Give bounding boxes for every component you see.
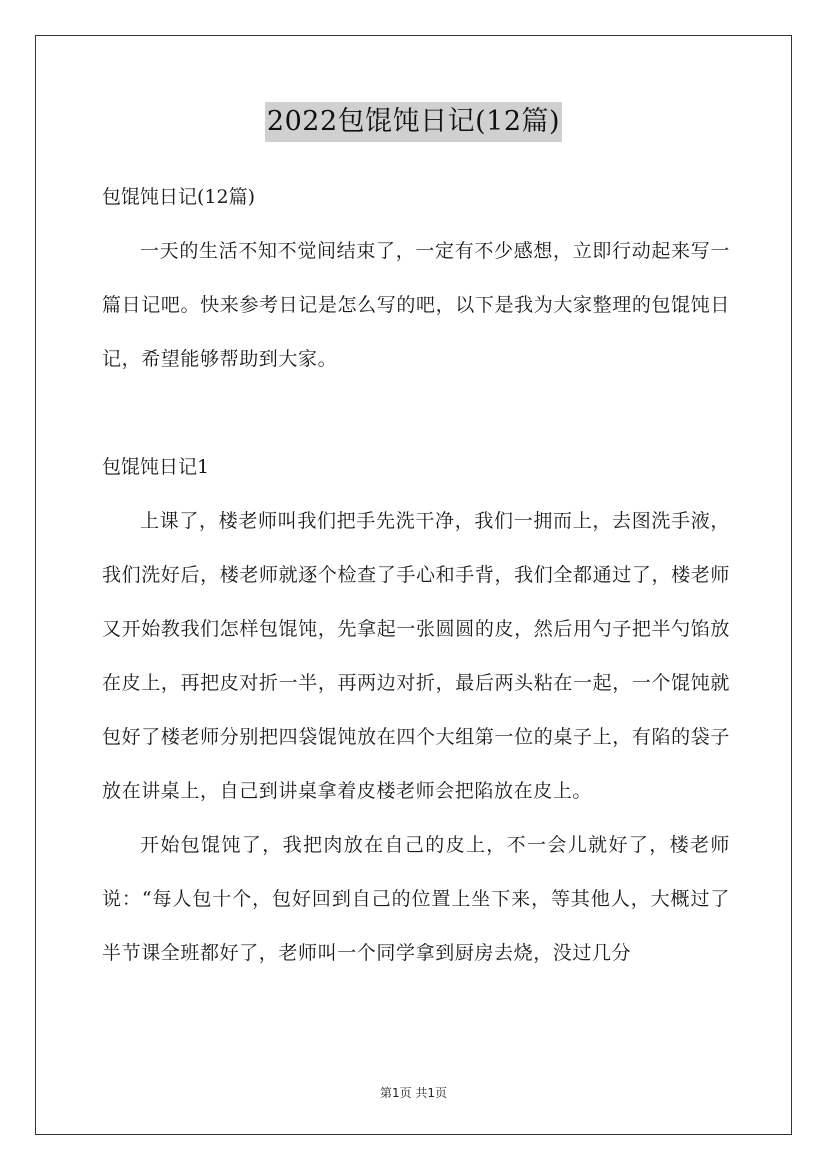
document-title: 2022包馄饨日记(12篇): [265, 102, 562, 142]
page-footer: 第1页 共1页: [379, 1086, 448, 1100]
title-container: [0, 102, 827, 142]
document-subtitle: 包馄饨日记(12篇): [102, 186, 256, 208]
body-paragraph-1: 上课了，楼老师叫我们把手先洗干净，我们一拥而上，去图洗手液，我们洗好后，楼老师就逐个检查了手心和手背，我们全都通过了，楼老师又开始教我们怎样包馄饨，先拿起一张圆圆的皮，然后用勺子把半勺馅放在皮上，再把皮对折一半，再两边对折，最后两头粘在一起，一个馄饨就包好了楼老师分别把四袋馄饨放在四个大组第一位的桌子上，有陷的袋子放在讲桌上，自己到讲桌拿着皮楼老师会把陷放在皮上。: [102, 510, 730, 802]
document-body: [102, 170, 730, 980]
body-paragraph-2: 开始包馄饨了，我把肉放在自己的皮上，不一会儿就好了，楼老师说：“每人包十个，包好回到自己的位置上坐下来，等其他人，大概过了半节课全班都好了，老师叫一个同学拿到厨房去烧，没过几分: [102, 834, 730, 964]
paragraph-spacer: [102, 386, 730, 440]
intro-paragraph: 一天的生活不知不觉间结束了，一定有不少感想，立即行动起来写一篇日记吧。快来参考日记是怎么写的吧，以下是我为大家整理的包馄饨日记，希望能够帮助到大家。: [102, 240, 730, 370]
section-heading: 包馄饨日记1: [102, 456, 210, 478]
